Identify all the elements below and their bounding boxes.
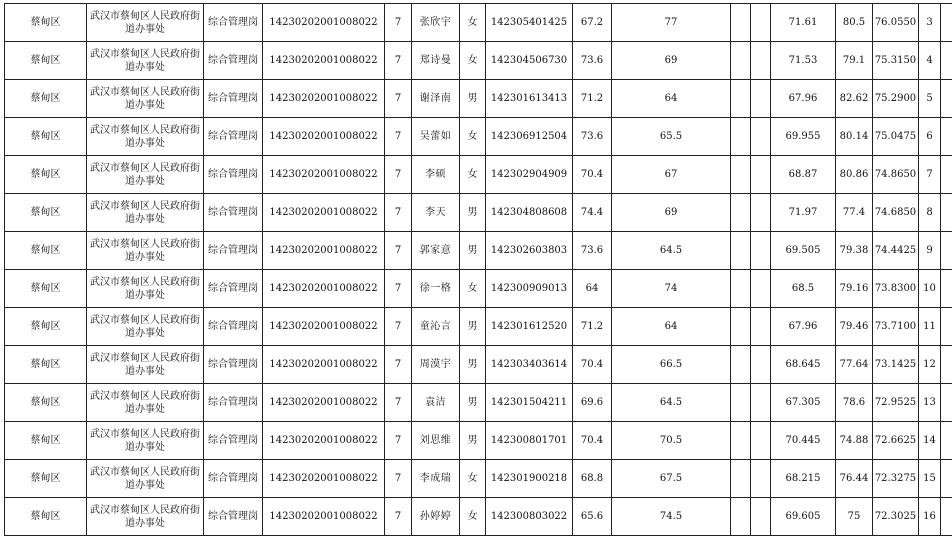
written-b-cell: 65.5 (612, 118, 731, 156)
quota-cell: 7 (385, 346, 412, 384)
extra-1-cell (731, 118, 751, 156)
quota-cell: 7 (385, 498, 412, 536)
extra-1-cell (731, 194, 751, 232)
exam-id-cell: 142301613413 (486, 80, 573, 118)
exam-id-cell: 142301504211 (486, 384, 573, 422)
written-b-cell: 74 (612, 270, 731, 308)
position-cell: 综合管理岗 (204, 80, 263, 118)
interview-score-cell: 77.4 (836, 194, 873, 232)
remark-cell (941, 384, 952, 422)
unit-cell: 武汉市蔡甸区人民政府街道办事处 (87, 460, 204, 498)
position-cell: 综合管理岗 (204, 384, 263, 422)
gender-cell: 女 (460, 42, 486, 80)
position-code-cell: 14230202001008022 (263, 232, 385, 270)
extra-2-cell (751, 118, 771, 156)
quota-cell: 7 (385, 460, 412, 498)
written-b-cell: 67.5 (612, 460, 731, 498)
remark-cell (941, 194, 952, 232)
quota-cell: 7 (385, 384, 412, 422)
district-cell: 蔡甸区 (5, 80, 87, 118)
extra-1-cell (731, 156, 751, 194)
written-a-cell: 70.4 (573, 156, 612, 194)
written-score-cell: 68.87 (771, 156, 836, 194)
written-a-cell: 67.2 (573, 4, 612, 42)
table-row (5, 422, 952, 460)
position-code-cell: 14230202001008022 (263, 384, 385, 422)
interview-score-cell: 76.44 (836, 460, 873, 498)
gender-cell: 男 (460, 384, 486, 422)
remark-cell (941, 4, 952, 42)
remark-cell (941, 42, 952, 80)
name-cell: 徐一格 (412, 270, 460, 308)
extra-1-cell (731, 308, 751, 346)
district-cell: 蔡甸区 (5, 194, 87, 232)
gender-cell: 男 (460, 346, 486, 384)
total-score-cell: 76.0550 (873, 4, 919, 42)
position-code-cell: 14230202001008022 (263, 194, 385, 232)
table-row (5, 42, 952, 80)
rank-cell: 5 (919, 80, 941, 118)
written-score-cell: 71.61 (771, 4, 836, 42)
exam-id-cell: 142301612520 (486, 308, 573, 346)
written-score-cell: 68.215 (771, 460, 836, 498)
quota-cell: 7 (385, 422, 412, 460)
exam-id-cell: 142302904909 (486, 156, 573, 194)
written-score-cell: 68.645 (771, 346, 836, 384)
written-score-cell: 69.605 (771, 498, 836, 536)
name-cell: 吴蕾如 (412, 118, 460, 156)
position-cell: 综合管理岗 (204, 194, 263, 232)
written-score-cell: 68.5 (771, 270, 836, 308)
district-cell: 蔡甸区 (5, 118, 87, 156)
name-cell: 谢泽南 (412, 80, 460, 118)
remark-cell (941, 80, 952, 118)
table-row (5, 194, 952, 232)
extra-2-cell (751, 232, 771, 270)
extra-1-cell (731, 460, 751, 498)
position-code-cell: 14230202001008022 (263, 4, 385, 42)
name-cell: 童沁言 (412, 308, 460, 346)
total-score-cell: 72.3025 (873, 498, 919, 536)
table-row (5, 80, 952, 118)
remark-cell (941, 498, 952, 536)
district-cell: 蔡甸区 (5, 460, 87, 498)
extra-2-cell (751, 194, 771, 232)
rank-cell: 4 (919, 42, 941, 80)
exam-id-cell: 142306912504 (486, 118, 573, 156)
district-cell: 蔡甸区 (5, 156, 87, 194)
remark-cell (941, 460, 952, 498)
gender-cell: 女 (460, 156, 486, 194)
remark-cell (941, 422, 952, 460)
interview-score-cell: 78.6 (836, 384, 873, 422)
name-cell: 郑诗曼 (412, 42, 460, 80)
quota-cell: 7 (385, 42, 412, 80)
written-score-cell: 69.955 (771, 118, 836, 156)
district-cell: 蔡甸区 (5, 232, 87, 270)
rank-cell: 6 (919, 118, 941, 156)
position-cell: 综合管理岗 (204, 346, 263, 384)
position-cell: 综合管理岗 (204, 308, 263, 346)
table-row (5, 498, 952, 536)
interview-score-cell: 79.16 (836, 270, 873, 308)
table-row (5, 4, 952, 42)
interview-score-cell: 80.5 (836, 4, 873, 42)
exam-id-cell: 142304506730 (486, 42, 573, 80)
written-b-cell: 70.5 (612, 422, 731, 460)
position-code-cell: 14230202001008022 (263, 270, 385, 308)
interview-score-cell: 77.64 (836, 346, 873, 384)
total-score-cell: 74.6850 (873, 194, 919, 232)
exam-id-cell: 142300803022 (486, 498, 573, 536)
extra-2-cell (751, 156, 771, 194)
written-a-cell: 74.4 (573, 194, 612, 232)
position-cell: 综合管理岗 (204, 156, 263, 194)
gender-cell: 女 (460, 498, 486, 536)
position-code-cell: 14230202001008022 (263, 156, 385, 194)
written-a-cell: 73.6 (573, 232, 612, 270)
interview-score-cell: 80.86 (836, 156, 873, 194)
written-a-cell: 68.8 (573, 460, 612, 498)
interview-score-cell: 80.14 (836, 118, 873, 156)
position-cell: 综合管理岗 (204, 498, 263, 536)
table-row (5, 308, 952, 346)
written-b-cell: 64.5 (612, 232, 731, 270)
table-row (5, 156, 952, 194)
total-score-cell: 72.9525 (873, 384, 919, 422)
name-cell: 李成瑞 (412, 460, 460, 498)
interview-score-cell: 79.1 (836, 42, 873, 80)
extra-1-cell (731, 232, 751, 270)
unit-cell: 武汉市蔡甸区人民政府街道办事处 (87, 118, 204, 156)
district-cell: 蔡甸区 (5, 384, 87, 422)
gender-cell: 男 (460, 422, 486, 460)
unit-cell: 武汉市蔡甸区人民政府街道办事处 (87, 346, 204, 384)
quota-cell: 7 (385, 194, 412, 232)
interview-score-cell: 75 (836, 498, 873, 536)
extra-2-cell (751, 42, 771, 80)
table-row (5, 384, 952, 422)
written-a-cell: 65.6 (573, 498, 612, 536)
written-a-cell: 73.6 (573, 118, 612, 156)
position-cell: 综合管理岗 (204, 4, 263, 42)
extra-1-cell (731, 4, 751, 42)
unit-cell: 武汉市蔡甸区人民政府街道办事处 (87, 308, 204, 346)
position-cell: 综合管理岗 (204, 270, 263, 308)
exam-id-cell: 142301900218 (486, 460, 573, 498)
extra-1-cell (731, 42, 751, 80)
total-score-cell: 73.1425 (873, 346, 919, 384)
unit-cell: 武汉市蔡甸区人民政府街道办事处 (87, 422, 204, 460)
total-score-cell: 73.8300 (873, 270, 919, 308)
extra-1-cell (731, 270, 751, 308)
total-score-cell: 72.6625 (873, 422, 919, 460)
position-code-cell: 14230202001008022 (263, 498, 385, 536)
interview-score-cell: 82.62 (836, 80, 873, 118)
total-score-cell: 74.8650 (873, 156, 919, 194)
extra-1-cell (731, 422, 751, 460)
gender-cell: 女 (460, 4, 486, 42)
position-cell: 综合管理岗 (204, 118, 263, 156)
rank-cell: 11 (919, 308, 941, 346)
rank-cell: 10 (919, 270, 941, 308)
name-cell: 袁洁 (412, 384, 460, 422)
gender-cell: 男 (460, 80, 486, 118)
written-a-cell: 69.6 (573, 384, 612, 422)
interview-score-cell: 79.38 (836, 232, 873, 270)
interview-score-cell: 74.88 (836, 422, 873, 460)
position-code-cell: 14230202001008022 (263, 308, 385, 346)
remark-cell (941, 232, 952, 270)
extra-1-cell (731, 498, 751, 536)
position-code-cell: 14230202001008022 (263, 42, 385, 80)
position-code-cell: 14230202001008022 (263, 422, 385, 460)
gender-cell: 女 (460, 118, 486, 156)
written-b-cell: 67 (612, 156, 731, 194)
rank-cell: 3 (919, 4, 941, 42)
written-a-cell: 70.4 (573, 422, 612, 460)
total-score-cell: 75.3150 (873, 42, 919, 80)
name-cell: 周漠宇 (412, 346, 460, 384)
name-cell: 刘思维 (412, 422, 460, 460)
exam-id-cell: 142302603803 (486, 232, 573, 270)
total-score-cell: 72.3275 (873, 460, 919, 498)
unit-cell: 武汉市蔡甸区人民政府街道办事处 (87, 232, 204, 270)
results-table (4, 3, 952, 536)
written-b-cell: 64 (612, 308, 731, 346)
extra-2-cell (751, 498, 771, 536)
extra-2-cell (751, 308, 771, 346)
extra-1-cell (731, 80, 751, 118)
table-body (5, 4, 952, 536)
district-cell: 蔡甸区 (5, 422, 87, 460)
gender-cell: 男 (460, 194, 486, 232)
rank-cell: 16 (919, 498, 941, 536)
written-a-cell: 71.2 (573, 80, 612, 118)
exam-id-cell: 142300801701 (486, 422, 573, 460)
position-code-cell: 14230202001008022 (263, 118, 385, 156)
position-cell: 综合管理岗 (204, 422, 263, 460)
name-cell: 郭家意 (412, 232, 460, 270)
written-a-cell: 64 (573, 270, 612, 308)
rank-cell: 14 (919, 422, 941, 460)
written-score-cell: 70.445 (771, 422, 836, 460)
written-a-cell: 73.6 (573, 42, 612, 80)
total-score-cell: 74.4425 (873, 232, 919, 270)
written-score-cell: 69.505 (771, 232, 836, 270)
extra-2-cell (751, 346, 771, 384)
gender-cell: 男 (460, 308, 486, 346)
remark-cell (941, 270, 952, 308)
gender-cell: 男 (460, 232, 486, 270)
extra-2-cell (751, 4, 771, 42)
gender-cell: 女 (460, 460, 486, 498)
written-score-cell: 67.305 (771, 384, 836, 422)
position-cell: 综合管理岗 (204, 42, 263, 80)
name-cell: 李天 (412, 194, 460, 232)
table-row (5, 460, 952, 498)
quota-cell: 7 (385, 308, 412, 346)
exam-id-cell: 142304808608 (486, 194, 573, 232)
table-row (5, 270, 952, 308)
name-cell: 孙婷婷 (412, 498, 460, 536)
gender-cell: 女 (460, 270, 486, 308)
rank-cell: 8 (919, 194, 941, 232)
position-code-cell: 14230202001008022 (263, 80, 385, 118)
remark-cell (941, 346, 952, 384)
quota-cell: 7 (385, 156, 412, 194)
written-score-cell: 71.97 (771, 194, 836, 232)
unit-cell: 武汉市蔡甸区人民政府街道办事处 (87, 194, 204, 232)
name-cell: 张欣宇 (412, 4, 460, 42)
remark-cell (941, 156, 952, 194)
district-cell: 蔡甸区 (5, 498, 87, 536)
unit-cell: 武汉市蔡甸区人民政府街道办事处 (87, 4, 204, 42)
written-a-cell: 70.4 (573, 346, 612, 384)
total-score-cell: 73.7100 (873, 308, 919, 346)
written-score-cell: 71.53 (771, 42, 836, 80)
position-code-cell: 14230202001008022 (263, 346, 385, 384)
extra-2-cell (751, 270, 771, 308)
extra-2-cell (751, 460, 771, 498)
written-score-cell: 67.96 (771, 80, 836, 118)
extra-2-cell (751, 384, 771, 422)
written-b-cell: 74.5 (612, 498, 731, 536)
position-code-cell: 14230202001008022 (263, 460, 385, 498)
unit-cell: 武汉市蔡甸区人民政府街道办事处 (87, 156, 204, 194)
written-b-cell: 69 (612, 194, 731, 232)
rank-cell: 13 (919, 384, 941, 422)
extra-2-cell (751, 80, 771, 118)
unit-cell: 武汉市蔡甸区人民政府街道办事处 (87, 270, 204, 308)
remark-cell (941, 118, 952, 156)
quota-cell: 7 (385, 270, 412, 308)
rank-cell: 9 (919, 232, 941, 270)
unit-cell: 武汉市蔡甸区人民政府街道办事处 (87, 80, 204, 118)
name-cell: 李硕 (412, 156, 460, 194)
district-cell: 蔡甸区 (5, 308, 87, 346)
remark-cell (941, 308, 952, 346)
district-cell: 蔡甸区 (5, 42, 87, 80)
district-cell: 蔡甸区 (5, 4, 87, 42)
total-score-cell: 75.2900 (873, 80, 919, 118)
written-a-cell: 71.2 (573, 308, 612, 346)
rank-cell: 12 (919, 346, 941, 384)
table-row (5, 346, 952, 384)
extra-2-cell (751, 422, 771, 460)
district-cell: 蔡甸区 (5, 346, 87, 384)
interview-score-cell: 79.46 (836, 308, 873, 346)
written-b-cell: 69 (612, 42, 731, 80)
extra-1-cell (731, 346, 751, 384)
quota-cell: 7 (385, 232, 412, 270)
quota-cell: 7 (385, 80, 412, 118)
written-b-cell: 66.5 (612, 346, 731, 384)
unit-cell: 武汉市蔡甸区人民政府街道办事处 (87, 384, 204, 422)
unit-cell: 武汉市蔡甸区人民政府街道办事处 (87, 42, 204, 80)
quota-cell: 7 (385, 118, 412, 156)
position-cell: 综合管理岗 (204, 460, 263, 498)
table-row (5, 232, 952, 270)
table-row (5, 118, 952, 156)
written-score-cell: 67.96 (771, 308, 836, 346)
unit-cell: 武汉市蔡甸区人民政府街道办事处 (87, 498, 204, 536)
position-cell: 综合管理岗 (204, 232, 263, 270)
extra-1-cell (731, 384, 751, 422)
quota-cell: 7 (385, 4, 412, 42)
written-b-cell: 64 (612, 80, 731, 118)
district-cell: 蔡甸区 (5, 270, 87, 308)
total-score-cell: 75.0475 (873, 118, 919, 156)
rank-cell: 7 (919, 156, 941, 194)
exam-id-cell: 142300909013 (486, 270, 573, 308)
exam-id-cell: 142305401425 (486, 4, 573, 42)
exam-id-cell: 142303403614 (486, 346, 573, 384)
written-b-cell: 64.5 (612, 384, 731, 422)
written-b-cell: 77 (612, 4, 731, 42)
rank-cell: 15 (919, 460, 941, 498)
